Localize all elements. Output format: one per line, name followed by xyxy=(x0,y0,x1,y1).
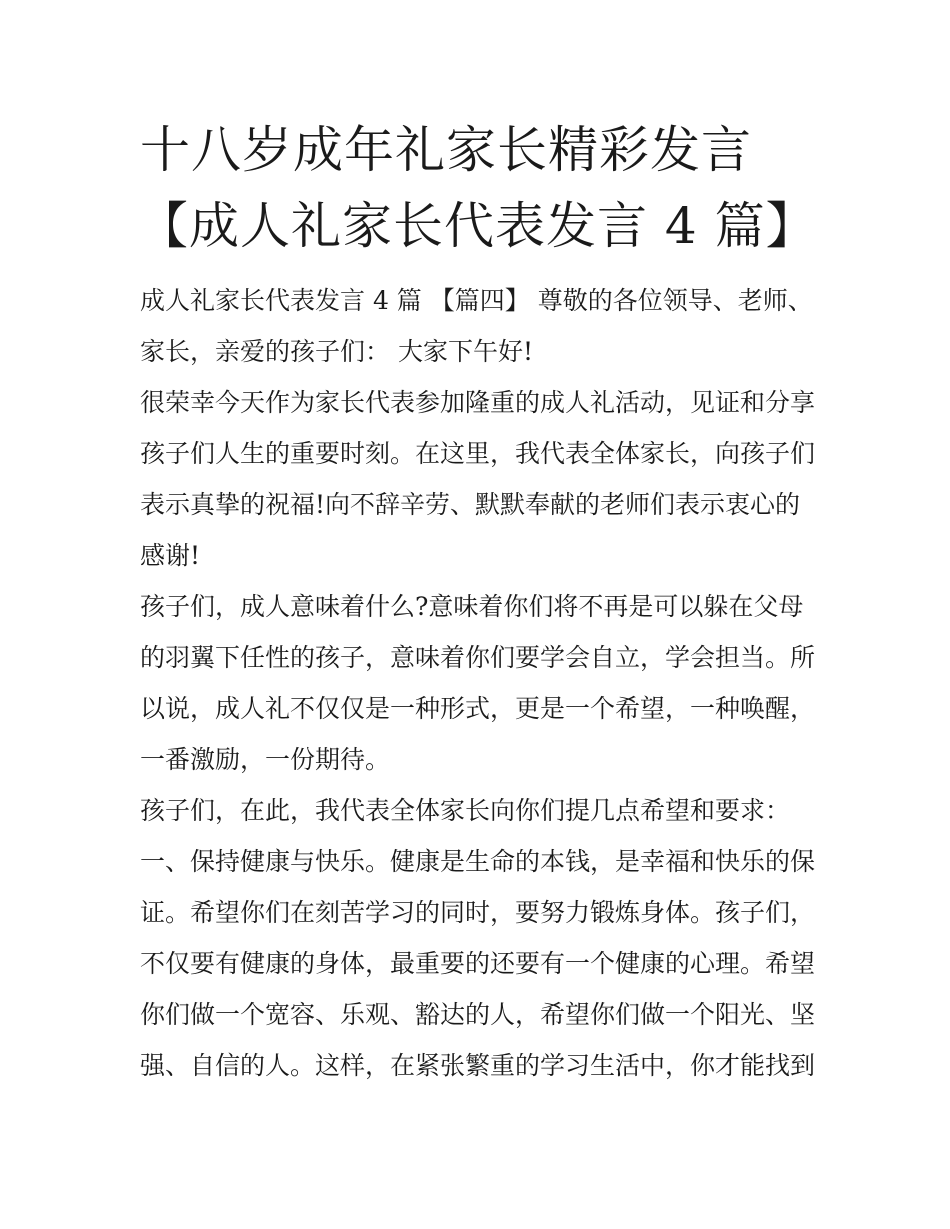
body-line: 孩子们，在此，我代表全体家长向你们提几点希望和要求： xyxy=(140,796,791,825)
body-line: 孩子们人生的重要时刻。在这里，我代表全体家长，向孩子们 xyxy=(140,439,816,468)
title-line-2: 【成人礼家长代表发言 4 篇】 xyxy=(138,197,817,255)
body-line: 感谢! xyxy=(140,541,201,570)
body-line: 你们做一个宽容、乐观、豁达的人，希望你们做一个阳光、坚 xyxy=(140,1000,816,1029)
document-title xyxy=(140,112,840,264)
title-line-1: 十八岁成年礼家长精彩发言 xyxy=(140,121,752,179)
body-line: 一番激励，一份期待。 xyxy=(140,745,391,774)
body-line: 表示真挚的祝福!向不辞辛劳、默默奉献的老师们表示衷心的 xyxy=(140,490,801,519)
body-line: 一、保持健康与快乐。健康是生命的本钱，是幸福和快乐的保 xyxy=(140,847,816,876)
body-line: 孩子们，成人意味着什么?意味着你们将不再是可以躲在父母 xyxy=(140,592,804,621)
body-line: 成人礼家长代表发言 4 篇 【篇四】 尊敬的各位领导、老师、 xyxy=(140,286,813,315)
body-line: 家长，亲爱的孩子们： 大家下午好! xyxy=(140,337,533,366)
body-line: 证。希望你们在刻苦学习的同时，要努力锻炼身体。孩子们， xyxy=(140,898,816,927)
body-line: 强、自信的人。这样，在紧张繁重的学习生活中，你才能找到 xyxy=(140,1051,816,1080)
document-body xyxy=(140,275,815,1091)
body-line: 不仅要有健康的身体，最重要的还要有一个健康的心理。希望 xyxy=(140,949,816,978)
body-line: 以说，成人礼不仅仅是一种形式，更是一个希望，一种唤醒， xyxy=(140,694,816,723)
body-line: 的羽翼下任性的孩子，意味着你们要学会自立，学会担当。所 xyxy=(140,643,816,672)
body-line: 很荣幸今天作为家长代表参加隆重的成人礼活动，见证和分享 xyxy=(140,388,816,417)
